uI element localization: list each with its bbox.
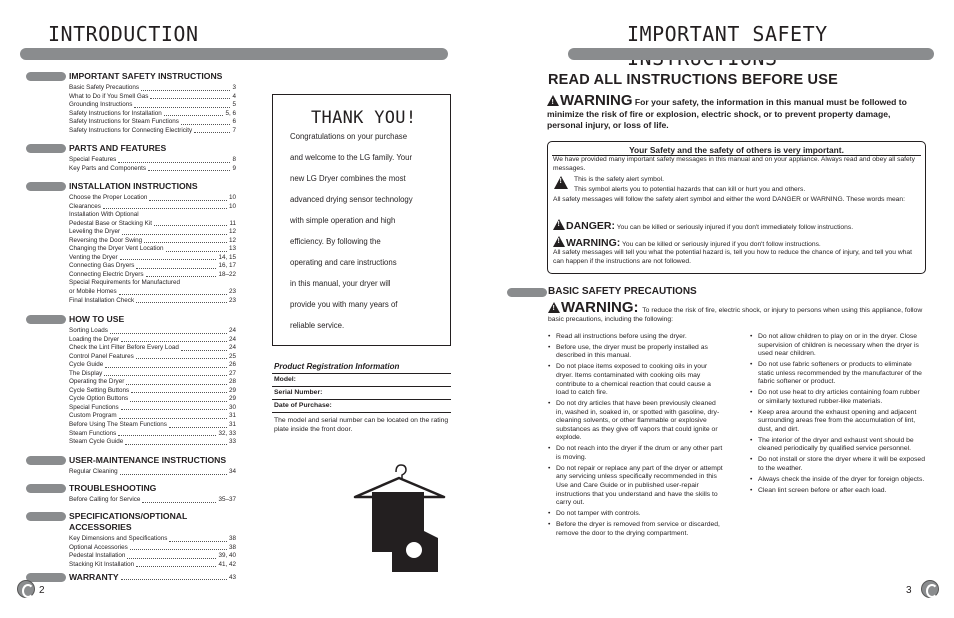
toc-list	[69, 496, 236, 505]
toc-entry-text: Key Dimensions and Specifications	[69, 535, 168, 542]
toc-entry[interactable]	[69, 254, 236, 263]
toc-entry-page: 33	[228, 438, 236, 446]
toc-dots	[142, 496, 216, 503]
toc-section-pill	[26, 315, 66, 324]
toc-entry-page: 24	[228, 327, 236, 334]
toc-entry[interactable]	[69, 344, 236, 353]
toc-entry-page: 8	[232, 156, 236, 163]
toc-entry-text: Changing the Dryer Vent Location	[69, 245, 164, 253]
warning-line	[553, 236, 923, 250]
toc-entry-text: Before Using The Steam Functions	[69, 421, 167, 429]
toc-dots	[146, 271, 217, 278]
toc-entry[interactable]	[69, 118, 236, 127]
basic-warning	[548, 299, 928, 324]
safety-alert-icon	[554, 176, 568, 189]
toc-entry-text: Venting the Dryer	[69, 253, 118, 261]
toc-dots	[136, 297, 227, 304]
toc-heading: HOW TO USE	[69, 314, 125, 324]
warning-text: You can be killed or seriously injured if you don't follow instructions.	[622, 241, 821, 248]
toc-entry[interactable]	[69, 404, 236, 413]
precaution-item: • Always check the inside of the dryer for foreign objects.	[750, 476, 926, 485]
toc-entry-page: 34	[228, 468, 236, 475]
safety-alert-icon	[547, 95, 559, 106]
toc-entry[interactable]	[69, 421, 236, 430]
toc-entry-page: 3	[232, 84, 236, 91]
toc-entry-page: 26	[228, 361, 236, 369]
toc-dots	[136, 262, 216, 269]
toc-section-pill	[26, 144, 66, 153]
toc-page: 43	[228, 574, 236, 581]
toc-heading	[69, 572, 236, 583]
toc-entry[interactable]	[69, 245, 236, 254]
safety-alert-line1: This is the safety alert symbol.	[574, 176, 664, 183]
toc-entry[interactable]	[69, 93, 236, 102]
thank-you-line: advanced drying sensor technology	[290, 195, 413, 204]
toc-entry-page: 24	[228, 344, 236, 352]
toc-entry-text: Grounding Instructions	[69, 101, 133, 109]
toc-entry-text: Check the Lint Filter Before Every Load	[69, 344, 179, 352]
toc-entry-page: 13	[228, 245, 236, 253]
safety-box-p1: We have provided many important safety messages in this manual and on your appliance. Always read and obey all safety messages.	[553, 156, 915, 172]
toc-entry-text: Choose the Proper Location	[69, 194, 148, 201]
toc-entry-page: 5, 6	[225, 109, 236, 117]
toc-entry[interactable]	[69, 228, 236, 237]
toc-entry-page: 35–37	[218, 496, 236, 503]
toc-dots	[182, 279, 234, 286]
lg-logo-icon	[921, 580, 939, 598]
toc-entry-text: Key Parts and Components	[69, 164, 147, 172]
toc-section	[26, 143, 236, 173]
toc-entry-page: 31	[228, 421, 236, 429]
thank-you-line: in this manual, your dryer will	[290, 279, 391, 288]
safety-box-p2: All safety messages will follow the safety alert symbol and either the word DANGER or WARNING. These words mean:	[553, 196, 905, 203]
toc-list	[69, 327, 236, 447]
toc-entry-text: Final Installation Check	[69, 296, 135, 304]
toc-entry-page: 6	[232, 118, 236, 126]
toc-entry-page: 23	[228, 288, 236, 296]
registration-rule	[272, 373, 451, 374]
registration-field-serial: Serial Number:	[274, 389, 323, 396]
left-header-bar	[20, 48, 448, 60]
toc-section-pill	[26, 72, 66, 81]
toc-dots	[118, 430, 216, 437]
toc-entry[interactable]	[69, 496, 236, 505]
toc-entry-text: Safety Instructions for Installation	[69, 109, 162, 117]
toc-heading-text[interactable]: WARRANTY	[69, 572, 119, 582]
toc-heading: USER-MAINTENANCE INSTRUCTIONS	[69, 455, 227, 465]
toc-entry[interactable]	[69, 211, 236, 220]
toc-entry-page: 23	[228, 296, 236, 304]
toc-entry-text: Connecting Electric Dryers	[69, 270, 144, 278]
toc-entry[interactable]	[69, 336, 236, 345]
registration-rule	[272, 386, 451, 387]
toc-entry-text: Regular Cleaning	[69, 468, 118, 475]
toc-entry-page: 38	[228, 535, 236, 542]
toc-entry-text: Loading the Dryer	[69, 335, 120, 343]
toc-entry[interactable]	[69, 297, 236, 306]
danger-text: You can be killed or seriously injured if you don't immediately follow instructions.	[616, 224, 854, 231]
precaution-item: • Do not tamper with controls.	[548, 510, 724, 519]
toc-entry-page: 27	[228, 369, 236, 377]
precaution-item: • Do not reach into the dryer if the drum or any other part is moving.	[548, 445, 724, 462]
left-page-title: INTRODUCTION	[48, 22, 199, 46]
thank-you-line: efficiency. By following the	[290, 237, 381, 246]
toc-entry-text: Pedestal Installation	[69, 552, 126, 560]
toc-list	[69, 535, 236, 569]
precaution-item: • Do not place items exposed to cooking oils in your dryer. Items contaminated with cooking oils may contribute to a chemical reaction that could cause a load to catch fire.	[548, 363, 724, 397]
toc-entry-page: 31	[228, 412, 236, 420]
toc-list	[69, 194, 236, 305]
toc-entry[interactable]	[69, 361, 236, 370]
toc-entry-page: 32, 33	[218, 429, 236, 437]
safety-message-box	[547, 141, 926, 274]
precaution-item: • Do not repair or replace any part of the dryer or attempt any servicing unless specifically recommended in this Use and Care Guide or in published user-repair instructions that you understand and have the skills to carry out.	[548, 465, 724, 508]
toc-entry[interactable]	[69, 370, 236, 379]
toc-entry[interactable]	[69, 353, 236, 362]
toc-section-pill	[26, 484, 66, 493]
toc-entry[interactable]	[69, 535, 236, 544]
thank-you-box	[272, 94, 451, 346]
warning-word: WARNING	[560, 92, 633, 109]
toc-section-pill	[26, 573, 66, 582]
toc-dots	[150, 93, 230, 100]
toc-dots	[134, 101, 230, 108]
toc-section	[26, 572, 236, 585]
toc-dots	[125, 438, 227, 445]
toc-entry-page: 25	[228, 352, 236, 360]
toc-entry-page: 10	[228, 194, 236, 201]
toc-dots	[181, 118, 231, 125]
toc-entry-text: Optional Accessories	[69, 543, 128, 551]
toc-entry-text: Leveling the Dryer	[69, 228, 121, 236]
toc-entry-text: Special Requirements for Manufactured	[69, 279, 180, 287]
toc-entry-text: Safety Instructions for Steam Functions	[69, 118, 179, 126]
toc-entry-text: Custom Program	[69, 412, 117, 420]
precaution-item: • Do not dry articles that have been previously cleaned in, washed in, soaked in, or spotted with gasoline, dry-cleaning solvents, or other flammable or explosive substances as they give off vapors that could ignite or explode.	[548, 400, 724, 443]
toc-dots	[105, 361, 227, 368]
toc-list	[69, 84, 236, 135]
toc-entry-page: 29	[228, 386, 236, 394]
toc-dots	[130, 395, 227, 402]
toc-dots	[120, 254, 217, 261]
precautions-column-2	[750, 333, 926, 497]
toc-entry-page: 30	[228, 403, 236, 411]
toc-heading: TROUBLESHOOTING	[69, 483, 157, 493]
toc-entry[interactable]	[69, 194, 236, 203]
toc-entry-text: Cycle Option Buttons	[69, 395, 129, 403]
toc-section	[26, 314, 236, 447]
toc-entry-page: 41, 42	[218, 560, 236, 568]
registration-title: Product Registration Information	[274, 362, 400, 371]
lg-logo-icon	[17, 580, 35, 598]
thank-you-line: operating and care instructions	[290, 258, 397, 267]
toc-entry-page: 12	[228, 236, 236, 244]
toc-dots	[141, 211, 234, 218]
registration-rule	[272, 399, 451, 400]
precaution-item: • The interior of the dryer and exhaust vent should be cleaned periodically by qualified service personnel.	[750, 437, 926, 454]
clothes-hanger-detergent-illustration	[352, 462, 448, 574]
toc-entry[interactable]	[69, 327, 236, 336]
toc-section	[26, 455, 236, 477]
toc-entry[interactable]	[69, 561, 236, 570]
toc-list	[69, 468, 236, 477]
toc-dots	[103, 203, 227, 210]
toc-entry[interactable]	[69, 165, 236, 174]
toc-entry-page: 16, 17	[218, 262, 236, 270]
toc-entry-page: 29	[228, 395, 236, 403]
toc-section-pill	[26, 512, 66, 521]
toc-dots	[110, 327, 227, 334]
basic-warning-text: To reduce the risk of fire, electric shock, or injury to persons when using this appliance, follow basic precautions, including the following:	[548, 307, 923, 323]
toc-entry-page: 39, 40	[218, 552, 236, 560]
toc-entry[interactable]	[69, 430, 236, 439]
toc-entry[interactable]	[69, 110, 236, 119]
toc-entry-text: Installation With Optional	[69, 211, 139, 219]
toc-dots	[126, 378, 227, 385]
toc-entry-text: or Mobile Homes	[69, 288, 117, 296]
toc-entry-text: Control Panel Features	[69, 352, 134, 360]
toc-dots	[148, 165, 230, 172]
toc-entry-text: Special Features	[69, 156, 117, 163]
toc-entry[interactable]	[69, 552, 236, 561]
toc-entry[interactable]	[69, 84, 236, 93]
toc-section	[26, 71, 236, 135]
toc-dots	[121, 572, 227, 580]
safety-alert-icon	[548, 302, 560, 313]
registration-field-model: Model:	[274, 376, 296, 383]
toc-entry[interactable]	[69, 156, 236, 165]
toc-entry-page: 14, 15	[218, 253, 236, 261]
toc-dots	[130, 544, 227, 551]
toc-dots	[131, 387, 227, 394]
toc-entry[interactable]	[69, 271, 236, 280]
precaution-item: • Before use, the dryer must be properly installed as described in this manual.	[548, 344, 724, 361]
toc-dots	[121, 404, 227, 411]
toc-dots	[141, 84, 230, 91]
toc-dots	[194, 127, 230, 134]
toc-dots	[122, 228, 227, 235]
precaution-item: • Before the dryer is removed from service or discarded, remove the door to the drying compartment.	[548, 521, 724, 538]
toc-entry[interactable]	[69, 412, 236, 421]
toc-entry-page: 18–22	[218, 270, 236, 278]
toc-entry[interactable]	[69, 387, 236, 396]
toc-entry-text: Clearances	[69, 202, 101, 210]
toc-entry[interactable]	[69, 127, 236, 136]
toc-dots	[120, 468, 227, 475]
thank-you-title: THANK YOU!	[311, 108, 417, 128]
precaution-item: • Read all instructions before using the dryer.	[548, 333, 724, 342]
toc-entry-page: 38	[228, 543, 236, 551]
toc-entry-page: 9	[232, 164, 236, 172]
warning-word: WARNING:	[561, 299, 639, 316]
toc-dots	[149, 194, 227, 201]
intro-warning-text: For your safety, the information in this manual must be followed to minimize the risk of fire or explosion, electric shock, or to prevent property damage, personal injury, or loss of life.	[547, 97, 907, 130]
toc-dots	[154, 220, 227, 227]
thank-you-line: reliable service.	[290, 321, 345, 330]
toc-entry-text: What to Do if You Smell Gas	[69, 92, 149, 100]
safety-box-p3: All safety messages will tell you what the potential hazard is, tell you how to reduce the chance of injury, and tell you what can happen if the instructions are not followed.	[553, 249, 912, 265]
registration-rule	[272, 412, 451, 413]
toc-section	[26, 181, 236, 305]
toc-dots	[181, 344, 227, 351]
toc-entry-text: Cycle Setting Buttons	[69, 386, 130, 394]
toc-entry[interactable]	[69, 203, 236, 212]
thank-you-line: with simple operation and high	[290, 216, 396, 225]
toc-entry[interactable]	[69, 220, 236, 229]
toc-entry-page: 24	[228, 335, 236, 343]
toc-dots	[144, 237, 227, 244]
toc-entry[interactable]	[69, 378, 236, 387]
toc-dots	[121, 336, 227, 343]
toc-dots	[169, 421, 227, 428]
toc-entry[interactable]	[69, 438, 236, 447]
toc-entry-page: 28	[228, 378, 236, 386]
safety-box-heading: Your Safety and the safety of others is very important.	[629, 145, 844, 155]
thank-you-line: new LG Dryer combines the most	[290, 174, 406, 183]
toc-section-pill	[26, 456, 66, 465]
toc-entry-text: Operating the Dryer	[69, 378, 125, 386]
toc-list	[69, 156, 236, 173]
toc-entry[interactable]	[69, 544, 236, 553]
toc-entry[interactable]	[69, 288, 236, 297]
toc-entry-text: Special Functions	[69, 403, 119, 411]
toc-entry-text: Stacking Kit Installation	[69, 560, 135, 568]
toc-section	[26, 483, 236, 505]
toc-heading: INSTALLATION INSTRUCTIONS	[69, 181, 198, 191]
toc-entry-page: 4	[232, 92, 236, 100]
toc-entry[interactable]	[69, 395, 236, 404]
toc-entry-text: Reversing the Door Swing	[69, 236, 143, 244]
precaution-item: • Keep area around the exhaust opening and adjacent surrounding areas free from the accumulation of lint, dust, and dirt.	[750, 409, 926, 435]
right-header-bar	[568, 48, 934, 60]
toc-entry-text: The Display	[69, 369, 103, 377]
precaution-item: • Do not install or store the dryer where it will be exposed to the weather.	[750, 456, 926, 473]
toc-entry-text: Steam Functions	[69, 429, 117, 437]
toc-entry-text: Pedestal Base or Stacking Kit	[69, 219, 152, 227]
read-all-heading: READ ALL INSTRUCTIONS BEFORE USE	[548, 72, 838, 88]
toc-entry-text: Connecting Gas Dryers	[69, 262, 135, 270]
toc-entry-text: Before Calling for Service	[69, 496, 141, 503]
safety-alert-icon	[553, 219, 565, 230]
precautions-column-1	[548, 333, 724, 540]
toc-heading: SPECIFICATIONS/OPTIONAL ACCESSORIES	[69, 511, 188, 532]
registration-field-date: Date of Purchase:	[274, 402, 332, 409]
toc-dots	[127, 552, 216, 559]
toc-entry-text: Steam Cycle Guide	[69, 438, 124, 446]
toc-heading: IMPORTANT SAFETY INSTRUCTIONS	[69, 71, 223, 81]
precaution-item: • Do not use heat to dry articles containing foam rubber or similarly textured rubber-like materials.	[750, 389, 926, 406]
toc-entry-text: Sorting Loads	[69, 327, 108, 334]
toc-entry-page: 5	[232, 101, 236, 109]
right-page-title: IMPORTANT SAFETY	[627, 22, 828, 46]
danger-word: DANGER:	[566, 220, 615, 232]
toc-dots	[104, 370, 227, 377]
toc-entry[interactable]	[69, 468, 236, 477]
danger-line	[553, 219, 923, 233]
toc-entry-page: 10	[228, 202, 236, 210]
toc-dots	[119, 412, 227, 419]
precaution-item: • Do not allow children to play on or in the dryer. Close supervision of children is necessary when the dryer is used near children.	[750, 333, 926, 359]
toc-dots	[169, 535, 227, 542]
safety-alert-line2: This symbol alerts you to potential hazards that can kill or hurt you and others.	[574, 186, 806, 193]
toc-entry-page: 12	[228, 228, 236, 236]
basic-precautions-heading: BASIC SAFETY PRECAUTIONS	[548, 286, 697, 297]
thank-you-line: Congratulations on your purchase	[290, 132, 408, 141]
registration-note: The model and serial number can be located on the rating plate inside the front door.	[274, 417, 449, 433]
toc-dots	[118, 156, 230, 163]
left-page-number: 2	[39, 585, 45, 596]
toc-entry[interactable]	[69, 262, 236, 271]
basic-precautions-pill	[507, 288, 547, 297]
toc-entry-text: Cycle Guide	[69, 361, 104, 369]
toc-dots	[166, 245, 227, 252]
toc-entry[interactable]	[69, 279, 236, 288]
toc-dots	[136, 353, 227, 360]
warning-word: WARNING:	[566, 237, 621, 249]
toc-dots	[119, 288, 227, 295]
toc-entry[interactable]	[69, 101, 236, 110]
toc-entry-page: 11	[229, 219, 236, 227]
precaution-item: • Clean lint screen before or after each load.	[750, 487, 926, 496]
precaution-item: • Do not use fabric softeners or products to eliminate static unless recommended by the manufacturer of the fabric softener or product.	[750, 361, 926, 387]
toc-heading: PARTS AND FEATURES	[69, 143, 167, 153]
safety-alert-icon	[553, 236, 565, 247]
thank-you-line: provide you with many years of	[290, 300, 398, 309]
toc-section	[26, 511, 236, 569]
toc-entry-text: Safety Instructions for Connecting Electricity	[69, 126, 193, 134]
toc-entry[interactable]	[69, 237, 236, 246]
toc-dots	[164, 110, 224, 117]
intro-warning	[547, 92, 917, 132]
toc-section-pill	[26, 182, 66, 191]
thank-you-line: and welcome to the LG family. Your	[290, 153, 413, 162]
toc-dots	[136, 561, 216, 568]
toc-entry-text: Basic Safety Precautions	[69, 84, 140, 91]
right-page-number: 3	[906, 585, 912, 596]
toc-entry-page: 7	[232, 126, 236, 134]
